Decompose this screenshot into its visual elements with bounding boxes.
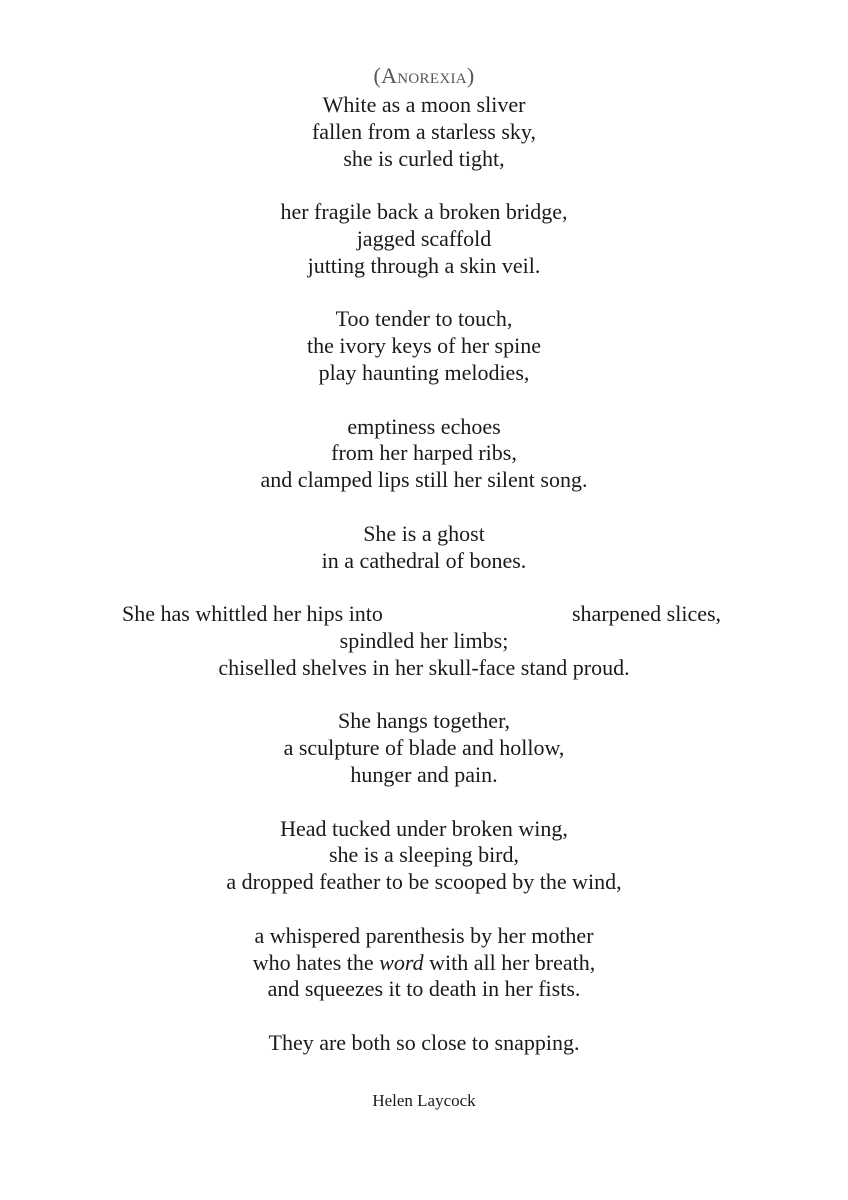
poem-line: the ivory keys of her spine xyxy=(307,333,541,359)
stanza-6 xyxy=(0,601,848,681)
poem-line: She is a ghost xyxy=(363,520,485,546)
poem-line: They are both so close to snapping. xyxy=(268,1029,580,1055)
poem-line: play haunting melodies, xyxy=(318,359,530,385)
stanza-10 xyxy=(0,1030,848,1057)
poem-line: jagged scaffold xyxy=(356,225,492,251)
poem-line: hunger and pain. xyxy=(350,761,498,787)
split-poem-line xyxy=(0,601,848,628)
poem-line: and squeezes it to death in her fists. xyxy=(267,976,581,1002)
poem-line: in a cathedral of bones. xyxy=(321,547,527,573)
poem-line: from her harped ribs, xyxy=(331,440,517,466)
poem-line: White as a moon sliver xyxy=(322,92,526,117)
poem-line: a sculpture of blade and hollow, xyxy=(283,735,565,761)
poem-title: (Anorexia) xyxy=(373,63,475,88)
poem-line: and clamped lips still her silent song. xyxy=(260,467,588,493)
poem-line: a whispered parenthesis by her mother xyxy=(254,922,594,948)
poem-line: she is curled tight, xyxy=(343,145,505,171)
stanza-1 xyxy=(0,92,848,172)
poem-line: she is a sleeping bird, xyxy=(328,842,520,868)
stanza-9 xyxy=(0,923,848,1003)
split-line-right: sharpened slices, xyxy=(572,601,722,627)
poem-line: a dropped feather to be scooped by the wind, xyxy=(226,869,622,895)
stanza-8 xyxy=(0,816,848,896)
stanza-5 xyxy=(0,521,848,575)
poem-line: fallen from a starless sky, xyxy=(311,118,536,144)
stanza-3 xyxy=(0,306,848,386)
poem-body xyxy=(0,92,848,1057)
author-name: Helen Laycock xyxy=(372,1091,476,1110)
poem-line: jutting through a skin veil. xyxy=(307,252,541,278)
poem-line: Too tender to touch, xyxy=(335,306,513,332)
poem-line: chiselled shelves in her skull-face stand proud. xyxy=(218,654,630,680)
italic-line-before: who hates the xyxy=(252,949,380,975)
split-line-left: She has whittled her hips into xyxy=(122,601,383,627)
italic-line-after: with all her breath, xyxy=(423,949,596,975)
stanza-7 xyxy=(0,708,848,788)
italic-word: word xyxy=(379,949,424,975)
poem-line: Head tucked under broken wing, xyxy=(280,815,568,841)
poem-line: her fragile back a broken bridge, xyxy=(280,199,568,225)
poem-line: emptiness echoes xyxy=(347,413,501,439)
stanza-4 xyxy=(0,414,848,494)
poem-line-with-italic xyxy=(0,950,848,977)
stanza-2 xyxy=(0,199,848,279)
poem-line: She hangs together, xyxy=(337,708,511,734)
poem-line: spindled her limbs; xyxy=(339,627,509,653)
